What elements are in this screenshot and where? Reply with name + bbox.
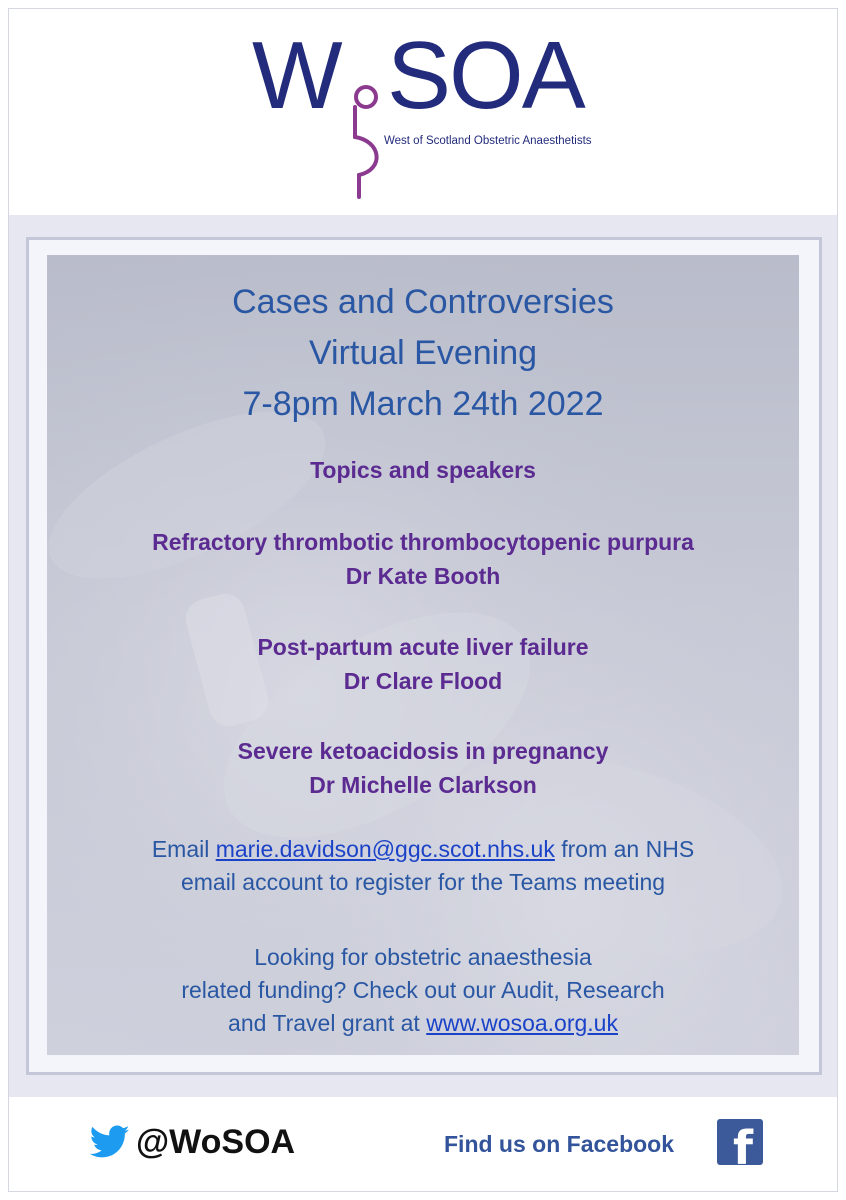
registration-email-link[interactable]: marie.davidson@ggc.scot.nhs.uk bbox=[215, 836, 555, 862]
registration-prefix: Email bbox=[151, 836, 216, 862]
poster-frame bbox=[8, 8, 838, 1192]
talk-2-speaker: Dr Clare Flood bbox=[343, 668, 503, 694]
funding-line-2: related funding? Check out our Audit, Research bbox=[181, 977, 665, 1003]
logo-letters-soa: SOA bbox=[387, 22, 584, 129]
talk-1-speaker: Dr Kate Booth bbox=[345, 563, 501, 589]
event-title-line-1: Cases and Controversies bbox=[232, 283, 614, 321]
funding-prefix: and Travel grant at bbox=[228, 1010, 427, 1036]
facebook-text[interactable]: Find us on Facebook bbox=[444, 1131, 675, 1157]
facebook-f-glyph: f bbox=[733, 1121, 754, 1165]
website-link[interactable]: www.wosoa.org.uk bbox=[426, 1010, 618, 1036]
topics-heading: Topics and speakers bbox=[310, 457, 536, 483]
twitter-handle[interactable]: @WoSOA bbox=[136, 1123, 296, 1161]
talk-3-speaker: Dr Michelle Clarkson bbox=[309, 772, 537, 798]
talk-1-topic: Refractory thrombotic thrombocytopenic purpura bbox=[152, 529, 694, 555]
registration-suffix: from an NHS bbox=[554, 836, 695, 862]
logo-subtitle: West of Scotland Obstetric Anaesthetists bbox=[384, 135, 592, 147]
registration-line-2: email account to register for the Teams meeting bbox=[180, 869, 666, 895]
talk-3-topic: Severe ketoacidosis in pregnancy bbox=[237, 738, 609, 764]
logo-letter-w: W bbox=[252, 22, 341, 129]
funding-line-1: Looking for obstetric anaesthesia bbox=[254, 944, 592, 970]
event-title-line-2: Virtual Evening bbox=[308, 334, 538, 372]
event-date-time: 7-8pm March 24th 2022 bbox=[242, 385, 604, 423]
talk-2-topic: Post-partum acute liver failure bbox=[257, 634, 589, 660]
